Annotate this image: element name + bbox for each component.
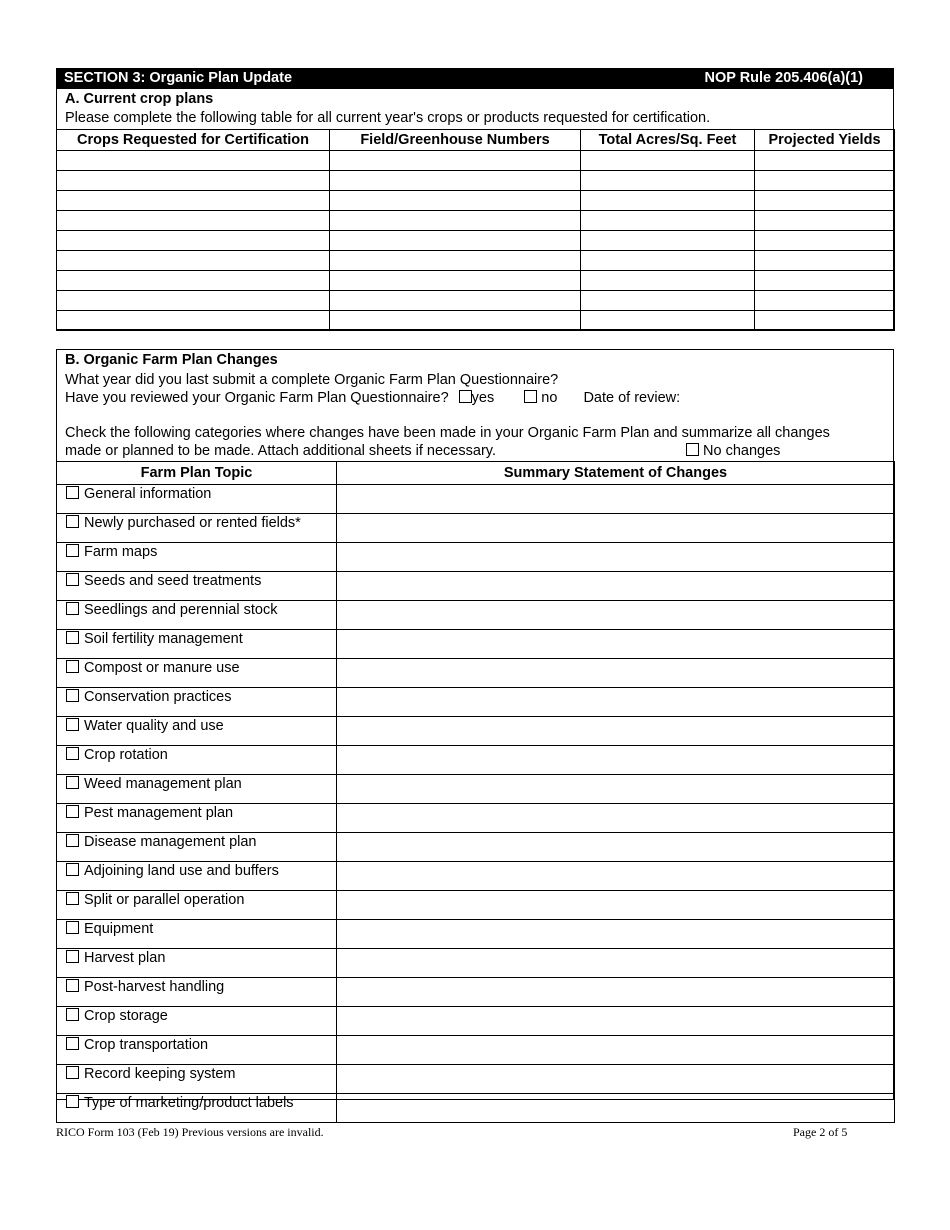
topic-row — [57, 514, 895, 543]
topic-row — [57, 543, 895, 572]
acres-cell[interactable] — [581, 211, 755, 231]
topic-cell — [57, 543, 337, 572]
summary-cell[interactable] — [337, 688, 895, 717]
crop-plans-table — [56, 129, 895, 331]
summary-cell[interactable] — [337, 920, 895, 949]
topic-cell — [57, 920, 337, 949]
summary-cell[interactable] — [337, 630, 895, 659]
yield-cell[interactable] — [755, 211, 895, 231]
topic-row — [57, 833, 895, 862]
topic-label: Soil fertility management — [84, 631, 243, 647]
summary-cell[interactable] — [337, 891, 895, 920]
instruction-line-1: Check the following categories where changes have been made in your Organic Farm Plan and summarize all changes — [65, 425, 830, 441]
topic-label: Water quality and use — [84, 718, 224, 734]
topic-label: Compost or manure use — [84, 660, 240, 676]
yield-cell[interactable] — [755, 271, 895, 291]
acres-cell[interactable] — [581, 151, 755, 171]
topic-cell — [57, 746, 337, 775]
topic-label: Pest management plan — [84, 805, 234, 821]
no-checkbox[interactable] — [524, 390, 537, 403]
topic-cell — [57, 688, 337, 717]
acres-cell[interactable] — [581, 231, 755, 251]
topic-checkbox[interactable] — [66, 689, 79, 702]
farm-plan-changes-box — [56, 349, 894, 1111]
yield-cell[interactable] — [755, 231, 895, 251]
summary-cell[interactable] — [337, 572, 895, 601]
topic-row — [57, 1065, 895, 1094]
topic-label: Disease management plan — [84, 834, 257, 850]
topic-row — [57, 978, 895, 1007]
topic-cell — [57, 833, 337, 862]
field-number-cell[interactable] — [330, 151, 581, 171]
summary-cell[interactable] — [337, 1094, 895, 1123]
topic-checkbox[interactable] — [66, 892, 79, 905]
section-header — [56, 68, 894, 89]
topic-checkbox[interactable] — [66, 515, 79, 528]
acres-cell[interactable] — [581, 191, 755, 211]
topic-row — [57, 920, 895, 949]
topic-cell — [57, 485, 337, 514]
topic-checkbox[interactable] — [66, 718, 79, 731]
topic-label: Harvest plan — [84, 950, 166, 966]
nop-rule: NOP Rule 205.406(a)(1) — [704, 70, 863, 86]
crop-cell[interactable] — [57, 251, 330, 271]
topic-cell — [57, 717, 337, 746]
topic-checkbox[interactable] — [66, 486, 79, 499]
topic-cell — [57, 949, 337, 978]
topic-cell — [57, 1036, 337, 1065]
part-a-title: A. Current crop plans — [65, 91, 214, 107]
crop-plan-row — [57, 171, 895, 191]
col-farm-plan-topic: Farm Plan Topic — [57, 462, 337, 485]
topic-label: Seeds and seed treatments — [84, 573, 262, 589]
crop-plan-row — [57, 211, 895, 231]
field-number-cell[interactable] — [330, 191, 581, 211]
topic-row — [57, 717, 895, 746]
topic-checkbox[interactable] — [66, 544, 79, 557]
date-of-review-label: Date of review: — [583, 390, 681, 406]
topic-row — [57, 572, 895, 601]
topic-row — [57, 659, 895, 688]
section-title: SECTION 3: Organic Plan Update — [64, 70, 293, 86]
topic-checkbox[interactable] — [66, 834, 79, 847]
topic-row — [57, 1007, 895, 1036]
yield-cell[interactable] — [755, 171, 895, 191]
topic-checkbox[interactable] — [66, 1037, 79, 1050]
topic-row — [57, 746, 895, 775]
crop-plan-row — [57, 291, 895, 311]
no-changes-label: No changes — [703, 443, 781, 459]
summary-cell[interactable] — [337, 949, 895, 978]
topic-row — [57, 804, 895, 833]
topic-label: Weed management plan — [84, 776, 242, 792]
topic-checkbox[interactable] — [66, 602, 79, 615]
topic-label: Adjoining land use and buffers — [84, 863, 279, 879]
q-last-submit: What year did you last submit a complete Organic Farm Plan Questionnaire? — [65, 372, 559, 388]
summary-cell[interactable] — [337, 717, 895, 746]
summary-cell[interactable] — [337, 1065, 895, 1094]
topic-cell — [57, 891, 337, 920]
topic-checkbox[interactable] — [66, 1066, 79, 1079]
topic-cell — [57, 572, 337, 601]
topic-label: Conservation practices — [84, 689, 232, 705]
crop-cell[interactable] — [57, 191, 330, 211]
col-crops: Crops Requested for Certification — [57, 130, 330, 151]
topic-label: Split or parallel operation — [84, 892, 245, 908]
acres-cell[interactable] — [581, 311, 755, 331]
field-number-cell[interactable] — [330, 231, 581, 251]
footer-form-id: RICO Form 103 (Feb 19) Previous versions are invalid. — [56, 1125, 324, 1139]
topic-row — [57, 862, 895, 891]
topic-label: Crop rotation — [84, 747, 168, 763]
topic-label: Seedlings and perennial stock — [84, 602, 278, 618]
crop-plan-row — [57, 191, 895, 211]
topic-cell — [57, 804, 337, 833]
summary-cell[interactable] — [337, 543, 895, 572]
crop-plan-row — [57, 311, 895, 331]
col-field-numbers: Field/Greenhouse Numbers — [330, 130, 581, 151]
topic-row — [57, 688, 895, 717]
field-number-cell[interactable] — [330, 311, 581, 331]
topic-row — [57, 601, 895, 630]
topic-cell — [57, 1065, 337, 1094]
yes-checkbox[interactable] — [459, 390, 472, 403]
topic-row — [57, 775, 895, 804]
topic-row — [57, 1094, 895, 1123]
topic-label: Crop storage — [84, 1008, 168, 1024]
topic-row — [57, 485, 895, 514]
summary-cell[interactable] — [337, 485, 895, 514]
field-number-cell[interactable] — [330, 291, 581, 311]
topic-row — [57, 891, 895, 920]
topic-checkbox[interactable] — [66, 1008, 79, 1021]
topic-label: Post-harvest handling — [84, 979, 225, 995]
summary-cell[interactable] — [337, 514, 895, 543]
yield-cell[interactable] — [755, 251, 895, 271]
q-reviewed: Have you reviewed your Organic Farm Plan Questionnaire? — [65, 390, 449, 406]
topic-row — [57, 1036, 895, 1065]
topic-label: Type of marketing/product labels — [84, 1095, 294, 1111]
summary-cell[interactable] — [337, 804, 895, 833]
part-b-title: B. Organic Farm Plan Changes — [65, 352, 278, 368]
field-number-cell[interactable] — [330, 271, 581, 291]
topic-checkbox[interactable] — [66, 950, 79, 963]
crop-plan-row — [57, 251, 895, 271]
topic-cell — [57, 514, 337, 543]
crop-cell[interactable] — [57, 311, 330, 331]
acres-cell[interactable] — [581, 251, 755, 271]
topic-checkbox[interactable] — [66, 979, 79, 992]
acres-cell[interactable] — [581, 171, 755, 191]
topic-label: General information — [84, 486, 212, 502]
summary-cell[interactable] — [337, 659, 895, 688]
farm-plan-topics-table — [56, 461, 895, 1123]
crop-cell[interactable] — [57, 171, 330, 191]
topic-row — [57, 630, 895, 659]
summary-cell[interactable] — [337, 746, 895, 775]
field-number-cell[interactable] — [330, 171, 581, 191]
topic-checkbox[interactable] — [66, 776, 79, 789]
topic-label: Farm maps — [84, 544, 158, 560]
topic-cell — [57, 1094, 337, 1123]
col-summary-statement: Summary Statement of Changes — [337, 462, 895, 485]
topic-label: Equipment — [84, 921, 154, 937]
yield-cell[interactable] — [755, 311, 895, 331]
topic-cell — [57, 630, 337, 659]
crop-plan-row — [57, 151, 895, 171]
field-number-cell[interactable] — [330, 211, 581, 231]
topic-cell — [57, 775, 337, 804]
topic-checkbox[interactable] — [66, 805, 79, 818]
topic-label: Newly purchased or rented fields* — [84, 515, 301, 531]
no-label: no — [541, 390, 558, 406]
col-total-acres: Total Acres/Sq. Feet — [581, 130, 755, 151]
current-crop-plans-box — [56, 89, 894, 330]
crop-plan-row — [57, 231, 895, 251]
no-changes-checkbox[interactable] — [686, 443, 699, 456]
footer-page-number: Page 2 of 5 — [793, 1125, 848, 1139]
crop-cell[interactable] — [57, 271, 330, 291]
summary-cell[interactable] — [337, 833, 895, 862]
crop-cell[interactable] — [57, 151, 330, 171]
acres-cell[interactable] — [581, 271, 755, 291]
crop-cell[interactable] — [57, 231, 330, 251]
topic-checkbox[interactable] — [66, 747, 79, 760]
topic-label: Crop transportation — [84, 1037, 209, 1053]
summary-cell[interactable] — [337, 1007, 895, 1036]
acres-cell[interactable] — [581, 291, 755, 311]
topic-checkbox[interactable] — [66, 631, 79, 644]
topic-cell — [57, 601, 337, 630]
yield-cell[interactable] — [755, 191, 895, 211]
topic-checkbox[interactable] — [66, 863, 79, 876]
reviewed-line — [65, 390, 680, 406]
topic-checkbox[interactable] — [66, 921, 79, 934]
topic-label: Record keeping system — [84, 1066, 236, 1082]
crop-cell[interactable] — [57, 291, 330, 311]
topic-row — [57, 949, 895, 978]
summary-cell[interactable] — [337, 978, 895, 1007]
summary-cell[interactable] — [337, 601, 895, 630]
topic-cell — [57, 978, 337, 1007]
topic-cell — [57, 1007, 337, 1036]
field-number-cell[interactable] — [330, 251, 581, 271]
topic-checkbox[interactable] — [66, 573, 79, 586]
crop-plan-row — [57, 271, 895, 291]
summary-cell[interactable] — [337, 775, 895, 804]
summary-cell[interactable] — [337, 1036, 895, 1065]
summary-cell[interactable] — [337, 862, 895, 891]
col-projected-yields: Projected Yields — [755, 130, 895, 151]
topic-cell — [57, 862, 337, 891]
yes-label: yes — [471, 390, 495, 406]
yield-cell[interactable] — [755, 291, 895, 311]
crop-cell[interactable] — [57, 211, 330, 231]
topic-checkbox[interactable] — [66, 660, 79, 673]
part-a-instruction: Please complete the following table for all current year's crops or products requested for certification. — [65, 110, 711, 126]
yield-cell[interactable] — [755, 151, 895, 171]
instruction-line-2: made or planned to be made. Attach additional sheets if necessary. — [65, 443, 496, 459]
topic-checkbox[interactable] — [66, 1095, 79, 1108]
no-changes — [686, 443, 780, 459]
topic-cell — [57, 659, 337, 688]
